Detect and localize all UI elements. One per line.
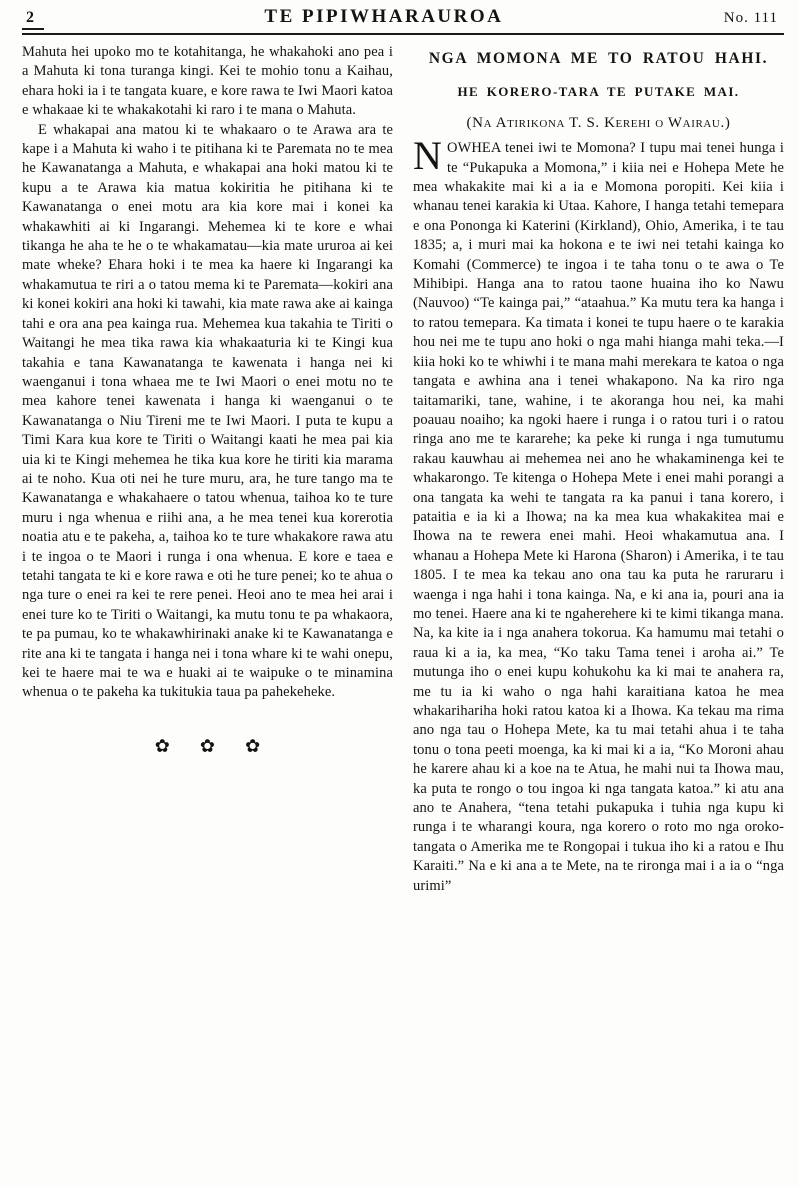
article-subtitle: HE KORERO-TARA TE PUTAKE MAI.	[457, 84, 740, 100]
rosette-ornament-icon: ✿	[199, 735, 216, 757]
issue-number: No. 111	[723, 10, 778, 26]
article-byline: (Na Atirikona T. S. Kerehi o Wairau.)	[466, 114, 731, 131]
article-body-text: OWHEA tenei iwi te Momona? I tupu mai tenei hunga i te “Pukapuka a Momona,” i kiia nei e Hohepa Mete he mea whakakite mai ki a ia e Momona poropiti. Kei kiia i whanau tenei karakia ki Utaa. Kahore, I hanga tetahi temepara e ona Pononga ki Katerini (Kirkland), Ohio, Amerika, i te tau 1835; a, i muri mai ka hokona e te iwi nei tetahi kainga ko Komahi (Commerce) te ingoa i te taha tonu o te awa o Te Mihibipi. Hanga ana to ratou taone huaina iho ko Nawu (Nauvoo) “Te kainga pai,” “ataahua.” Ka mutu tera ka hanga i to ratou temepara. Ka timata i konei te tupu haere o te karakia hou nei me te tupu ano hoki o nga mahi hianga mahi teka.—I kiia hoki ko te whiwhi i te mana mahi merekara te katoa o nga tangata e awhina ana i tenei whakapono. Na ka riro nga taitamariki, tane, wahine, i te akoranga hou nei, ka mahi poauau noaiho; ka ngoki haere i runga i o ratou turi i o ratou ringa ano me te kararehe; ka peke ki runga i nga tumutumu rakau kauwhau ai mehemea nei ano he whakaminenga kei te whakarongo. Te kitenga o Hohepa Mete i enei mahi porangi a ona tangata ka wehi te tangata ra ka panui i tana korero, i pataitia e ia ki a Ihowa; na ka mea kua whakakitea mai e Ihowa na te rewera enei mahi. Heoi whakamutua ana. I whanau a Hohepa Mete ki Harona (Sharon) i Amerika, i te tau 1805. I te mea ka tekau ano ona tau ka puta he raruraru i waenga i nga hahi i tona kainga. Na, e ki ana ia, pouri ana ia mo tenei. Haere ana ki te ngaherehere ki te kimi tikanga mana. Na, ka kite ia i nga anahera tokorua. Ka hamumu mai tetahi o raua ki a ia, ka mea, “Ko taku Tama tenei i aroha ai.” Te mutunga iho o enei kupu kohukohu ka ki mai te anahera ra, me tu ia ki waho o nga hahi karaitiana katoa he mea whakarihariha hoki ratou katoa ki a Ihowa. Ka tekau ma rima ano nga tau o Hohepa Mete, ka tu mai tetahi ahua i te taha tonu o tona peeti moenga, ka ki mai ki a ia, “Ko Moroni ahau he karere ahau ki a koe na te Atua, he mahi nui ta Ihowa mau, ka puta te rongo o tou ingoa ki nga tangata katoa.” ki atu ana ano te Anahera, “tena tetahi pukapuka i tuhia nga kupu ki runga i te wharangi koura, nga korero o roto mo nga oroko-tangata o Amerika me te Rongopai i tukua iho ki a ratou e Ihu Karaiti.” Na e ki ana a te Mete, na te rironga mai i a ia o “nga urimi”	[413, 140, 784, 894]
right-column	[413, 43, 784, 896]
article-body-paragraph	[413, 133, 784, 896]
column-container	[22, 43, 784, 896]
masthead-title: TE PIPIWHARAUROA	[264, 6, 504, 27]
page-header	[22, 6, 784, 35]
left-column	[22, 43, 393, 896]
drop-cap-letter: N	[413, 133, 442, 179]
rosette-ornament-icon: ✿	[245, 735, 261, 757]
section-divider-ornaments	[22, 737, 393, 756]
left-column-paragraph-1: Mahuta hei upoko mo te kotahitanga, he whakahoki ano pea i a Mahuta ki tona turanga kingi. Kei te mohio tonu a Kaihau, ehara hoki ia i te tangata kuare, e kore rawa te Iwi Maori katoa e whakaae ki te whakakotahi ki raro i te mana o Mahuta.	[22, 44, 393, 119]
page-number: 2	[22, 9, 44, 30]
left-column-paragraph-2: E whakapai ana matou ki te whakaaro o te Arawa ara te kape i a Mahuta ki waho i te pitihana ki te Paremata no te mea he Kawanatanga a Mahuta, e whakapai ana hoki matou ki te kupu a te Arawa kia matua kokiritia he pitihana ki te Kawanatanga o enei motu ara kia kore mai i konei ka whakawhiti ai ki Ingarangi. Mehemea ki te kore e whai tikanga he aha te he o te whakamatau—kia mate ururoa ai kei mate wheke? Ehara hoki i te mea ka haere ki Ingarangi ka whakamutua te riri a o tatou mema ki te Paremata—kokiri ana ki konei kokiri ana hoki ki tawahi, kia mate rawa ake ai kainga tahi e ora ana pea kainga rua. Mehemea kua takahia te Tiriti o Waitangi he mea tika rawa kia whakaaturia ki te Kingi kua takahia e tana Kawanatanga te kawenata i hanga nei ki waenganui i tona whaea me te Iwi Maori o enei motu no te mea kahore tenei kawenata i hanga ki waenganui o te Kawanatanga o Niu Tireni me te Iwi Maori. I puta te kupu a Timi Kara kua kore te Tiriti o Waitangi kaati he mea pai kia uia ki te Kingi mehemea he tika kua kore he tiriti kia marama ai te noho. Kua oti nei he ture muru, ara, he ture tango ma te Kawanatanga e whakahaere o tatou whenua, taihoa ko te ture muru i nga whenua e riihi ana, a he mea tenei kua korerotia noatia atu e te pakeha, a, taihoa ko te ture whakakore rawa atu i te ingoa o te Maori i runga i ona whenua. E kore e taea e tetahi tangata te ki e kore rawa e oti he ture penei; ko te ahua o nga ture o enei ra kei te rere penei. Heoi ano te mea hei arai i enei ture ko te Tiriti o Waitangi, ka mutu tonu te pa whakaora, te pa pumau, ko te whakawhirinaki anake ki te Kawanatanga e rite ana ki te tangata i hanga nei i tona whare ki te wahi onepu, kei te haere mai te wa e huaki ai te waipuke o te minamina whenua o te pakeha ka tukitukia taua pa pahekeheke.	[22, 121, 393, 701]
rosette-ornament-icon: ✿	[154, 735, 170, 757]
article-title: NGA MOMONA ME TO RATOU HAHI.	[428, 50, 769, 67]
